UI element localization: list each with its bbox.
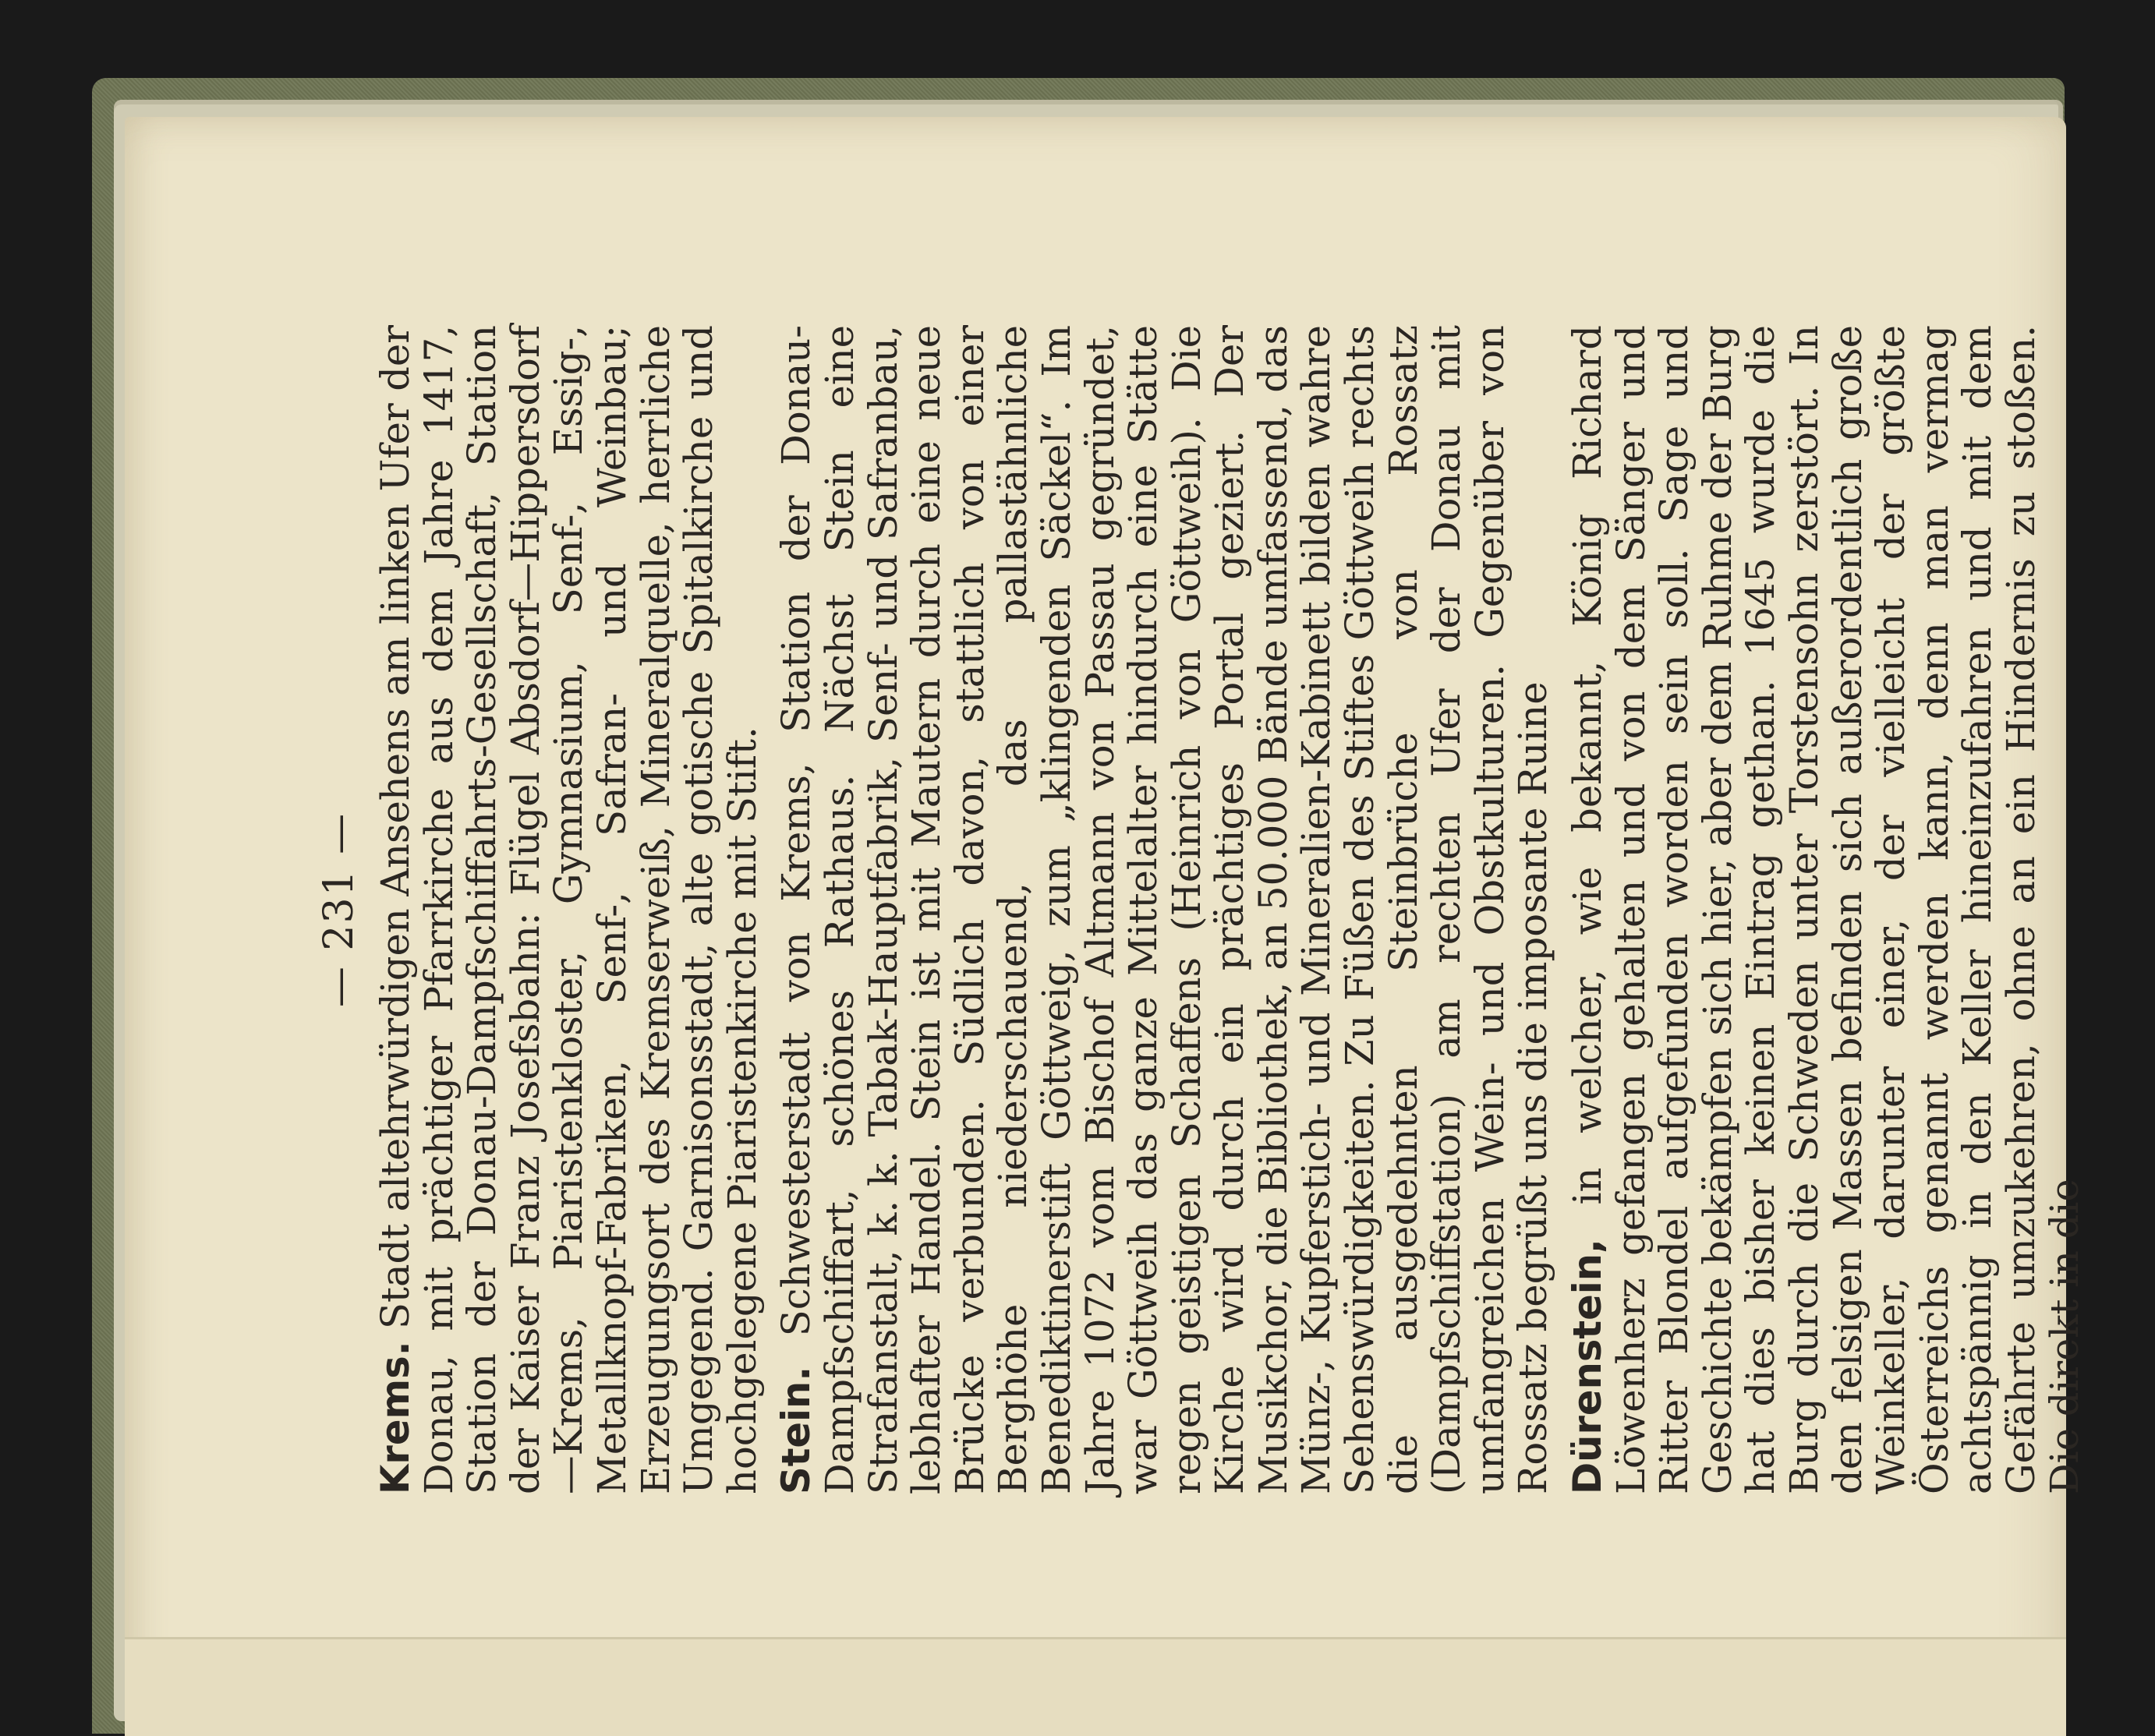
entry-body: in welcher, wie bekannt, König Richard Löwenherz gefangen gehalten und von dem Sänger und Ritter Blondel aufgefunden worden sein soll. Sage und Geschichte bekämpfen sich hier, aber dem Ruhme der Burg hat dies bisher keinen Eintrag gethan. 1645 wurde die Burg durch die Schweden unter Torstensohn zerstört. In den felsigen Massen befinden sich außerordentlich große Weinkeller, darunter einer, der vielleicht der größte Österreichs genannt werden kann, denn man vermag achtspännig in den Keller hineinzufahren und mit dem Gefährte umzukehren, ohne an ein Hindernis zu stoßen. Die direkt in die xyxy=(1565,325,2087,1494)
next-page-edge xyxy=(125,1637,2066,1736)
entry-heading: Krems. xyxy=(373,1341,418,1494)
entry-heading: Stein. xyxy=(773,1366,819,1494)
entry-body: Stadt altehrwürdigen Ansehens am linken Ufer der Donau, mit prächtiger Pfarrkirche aus dem Jahre 1417, Station der Donau-Dampfschiffahrts-Gesellschaft, Station der Kaiser Franz Josefsbahn: Flügel Absdorf—Hippersdorf—Krems, Piaristenkloster, Gymnasium, Senf-, Essig-, Metallknopf-Fabriken, Senf-, Safran- und Weinbau; Erzeugungsort des Kremserweiß, Mineralquelle, herrliche Umgegend. Garnisonsstadt, alte gotische Spitalkirche und hochgelegene Piaristenkirche mit Stift. xyxy=(373,325,765,1494)
entry-duerenstein xyxy=(1566,325,2086,1494)
page-number: — 231 — xyxy=(316,811,363,1008)
entry-heading: Dürenstein, xyxy=(1565,1239,1611,1494)
entry-krems xyxy=(374,325,764,1494)
entry-body: Schwesterstadt von Krems, Station der Donau-Dampfschiffart, schönes Rathaus. Nächst Stein eine Strafanstalt, k. k. Tabak-Hauptfabrik, Senf- und Safranbau, lebhafter Handel. Stein ist mit Mautern durch eine neue Brücke verbunden. Südlich davon, stattlich von einer Berghöhe niederschauend, das pallastähnliche Benediktinerstift Göttweig, zum „klingenden Säckel“. Im Jahre 1072 vom Bischof Altmann von Passau gegründet, war Göttweih das ganze Mittelalter hindurch eine Stätte regen geistigen Schaffens (Heinrich von Göttweih). Die Kirche wird durch ein prächtiges Portal geziert. Der Musikchor, die Bibliothek, an 50.000 Bände umfassend, das Münz-, Kupferstich- und Mineralien-Kabinett bilden wahre Sehenswürdigkeiten. Zu Füßen des Stiftes Göttweih rechts die ausgedehnten Steinbrüche von Rossatz (Dampfschiffstation) am rechten Ufer der Donau mit umfangreichen Wein- und Obstkulturen. Gegenüber von Rossatz begrüßt uns die imposante Ruine xyxy=(773,325,1556,1494)
entry-stein xyxy=(775,325,1555,1494)
page-text-block xyxy=(304,325,2087,1494)
